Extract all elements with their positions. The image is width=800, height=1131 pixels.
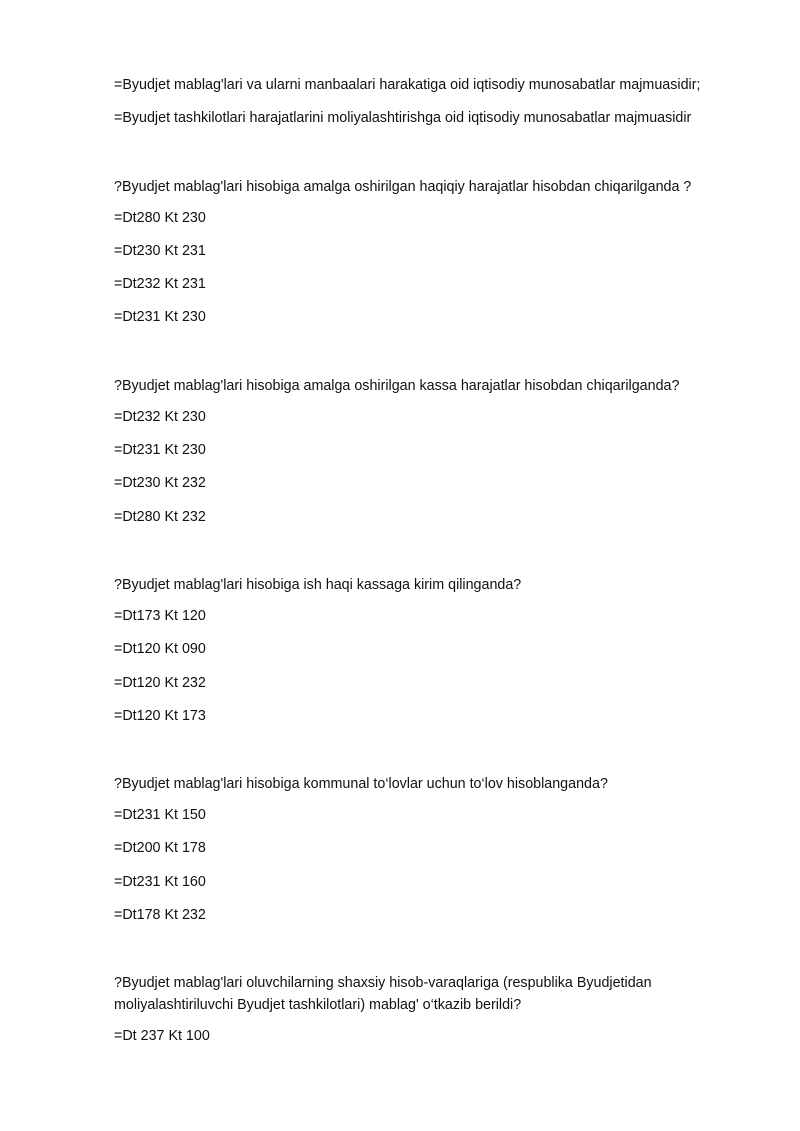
answer-option: =Dt120 Kt 090 — [114, 641, 206, 658]
answer-option: =Dt173 Kt 120 — [114, 607, 206, 624]
question-block — [114, 972, 734, 1046]
answer-option: =Dt230 Kt 231 — [114, 242, 206, 259]
answer-option: =Dt280 Kt 230 — [114, 209, 206, 226]
question-block — [114, 773, 734, 925]
answer-option: =Byudjet mablag'lari va ularni manbaalari harakatiga oid iqtisodiy munosabatlar majmuasidir; — [114, 77, 701, 93]
answer-option: =Dt232 Kt 230 — [114, 408, 206, 425]
spacer — [114, 541, 734, 574]
answer-option: =Dt231 Kt 150 — [114, 807, 206, 824]
answer-option: =Dt200 Kt 178 — [114, 840, 206, 857]
question-block — [114, 574, 734, 726]
question-block — [114, 176, 734, 328]
question-block — [114, 375, 734, 527]
spacer — [114, 740, 734, 773]
question-text: ?Byudjet mablag'lari oluvchilarning shaxsiy hisob-varaqlariga (respublika Byudjetidan moliyalashtiriluvchi Byudjet tashkilotlari) mablag' o‘tkazib berildi? — [114, 975, 652, 1014]
answer-option: =Dt280 Kt 232 — [114, 508, 206, 525]
answer-option: =Dt 237 Kt 100 — [114, 1028, 210, 1045]
answer-option: =Dt231 Kt 230 — [114, 442, 206, 459]
question-text: ?Byudjet mablag'lari hisobiga amalga oshirilgan haqiqiy harajatlar hisobdan chiqarilganda ? — [114, 178, 692, 195]
answer-option: =Dt230 Kt 232 — [114, 475, 206, 492]
document-content — [114, 76, 734, 1061]
answer-option: =Dt178 Kt 232 — [114, 907, 206, 924]
answer-option: =Dt231 Kt 160 — [114, 873, 206, 890]
spacer — [114, 939, 734, 972]
answer-option: =Dt231 Kt 230 — [114, 309, 206, 326]
question-text: ?Byudjet mablag'lari hisobiga ish haqi kassaga kirim qilinganda? — [114, 576, 522, 593]
answer-option: =Dt120 Kt 232 — [114, 674, 206, 691]
answer-option: =Dt232 Kt 231 — [114, 276, 206, 293]
spacer — [114, 143, 734, 176]
answer-option: =Dt120 Kt 173 — [114, 707, 206, 724]
question-text: ?Byudjet mablag'lari hisobiga amalga oshirilgan kassa harajatlar hisobdan chiqarilganda? — [114, 377, 680, 394]
answer-option: =Byudjet tashkilotlari harajatlarini moliyalashtirishga oid iqtisodiy munosabatlar majmuasidir — [114, 110, 692, 127]
question-text: ?Byudjet mablag'lari hisobiga kommunal to‘lovlar uchun to‘lov hisoblanganda? — [114, 776, 608, 793]
spacer — [114, 342, 734, 375]
